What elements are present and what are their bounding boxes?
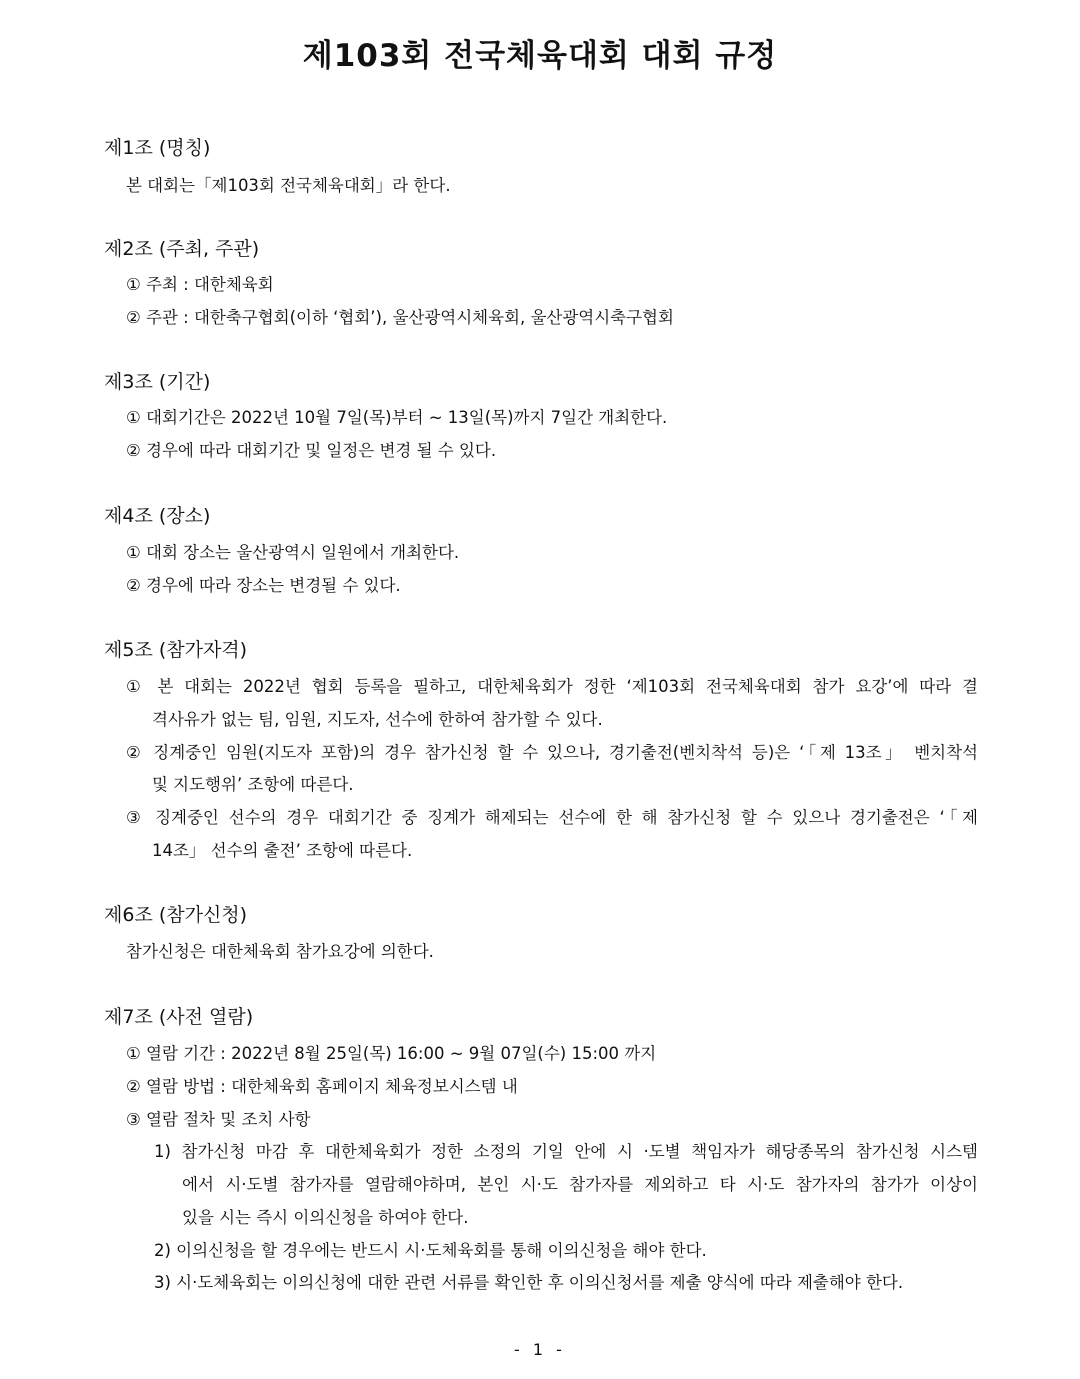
article-3-line-2: ② 경우에 따라 대회기간 및 일정은 변경 될 수 있다. [126,441,497,460]
article-2-line-2: ② 주관 : 대한축구협회(이하 ‘협회’), 울산광역시체육회, 울산광역시축구협회 [126,308,674,327]
article-4-line-2: ② 경우에 따라 장소는 변경될 수 있다. [126,576,401,595]
article-5-heading: 제5조 (참가자격) [104,639,248,661]
article-7-line-4: 1) 참가신청 마감 후 대한체육회가 정한 소정의 기일 안에 시 ·도별 책임자가 해당종목의 참가신청 시스템 [154,1142,978,1161]
article-7-line-8: 3) 시·도체육회는 이의신청에 대한 관련 서류를 확인한 후 이의신청서를 제출 양식에 따라 제출해야 한다. [154,1273,904,1292]
article-7-line-6: 있을 시는 즉시 이의신청을 하여야 한다. [182,1208,469,1227]
page-number: - 1 - [514,1340,566,1359]
article-7-line-7: 2) 이의신청을 할 경우에는 반드시 시·도체육회를 통해 이의신청을 해야 한다. [154,1241,707,1260]
article-3-heading: 제3조 (기간) [104,371,211,393]
article-6-line-1: 참가신청은 대한체육회 참가요강에 의한다. [126,942,434,961]
article-7-line-1: ① 열람 기간 : 2022년 8월 25일(목) 16:00 ~ 9월 07일(수) 15:00 까지 [126,1044,657,1063]
article-5-line-3: ② 징계중인 임원(지도자 포함)의 경우 참가신청 할 수 있으나, 경기출전(벤치착석 등)은 ‘「제 13조」 벤치착석 [126,743,978,762]
article-5-line-4: 및 지도행위’ 조항에 따른다. [152,775,354,794]
article-5-line-1: ① 본 대회는 2022년 협회 등록을 필하고, 대한체육회가 정한 ‘제103회 전국체육대회 참가 요강’에 따라 결 [126,677,978,696]
article-7-line-3: ③ 열람 절차 및 조치 사항 [126,1110,311,1129]
article-1-heading: 제1조 (명칭) [104,137,211,159]
article-4-line-1: ① 대회 장소는 울산광역시 일원에서 개최한다. [126,543,460,562]
article-7-line-2: ② 열람 방법 : 대한체육회 홈페이지 체육정보시스템 내 [126,1077,518,1096]
article-3-line-1: ① 대회기간은 2022년 10월 7일(목)부터 ~ 13일(목)까지 7일간 개최한다. [126,408,668,427]
document-title: 제103회 전국체육대회 대회 규정 [302,38,778,74]
article-7-line-5: 에서 시·도별 참가자를 열람해야하며, 본인 시·도 참가자를 제외하고 타 시·도 참가자의 참가가 이상이 [182,1175,978,1194]
article-5-line-6: 14조」 선수의 출전’ 조항에 따른다. [152,841,413,860]
article-2-heading: 제2조 (주최, 주관) [104,238,260,260]
article-5-line-2: 격사유가 없는 팀, 임원, 지도자, 선수에 한하여 참가할 수 있다. [152,710,603,729]
article-2-line-1: ① 주최 : 대한체육회 [126,275,274,294]
article-1-line-1: 본 대회는「제103회 전국체육대회」라 한다. [126,176,451,195]
article-6-heading: 제6조 (참가신청) [104,904,248,926]
article-7-heading: 제7조 (사전 열람) [104,1006,254,1028]
article-5-line-5: ③ 징계중인 선수의 경우 대회기간 중 징계가 해제되는 선수에 한 해 참가신청 할 수 있으나 경기출전은 ‘「제 [126,808,978,827]
article-4-heading: 제4조 (장소) [104,505,211,527]
